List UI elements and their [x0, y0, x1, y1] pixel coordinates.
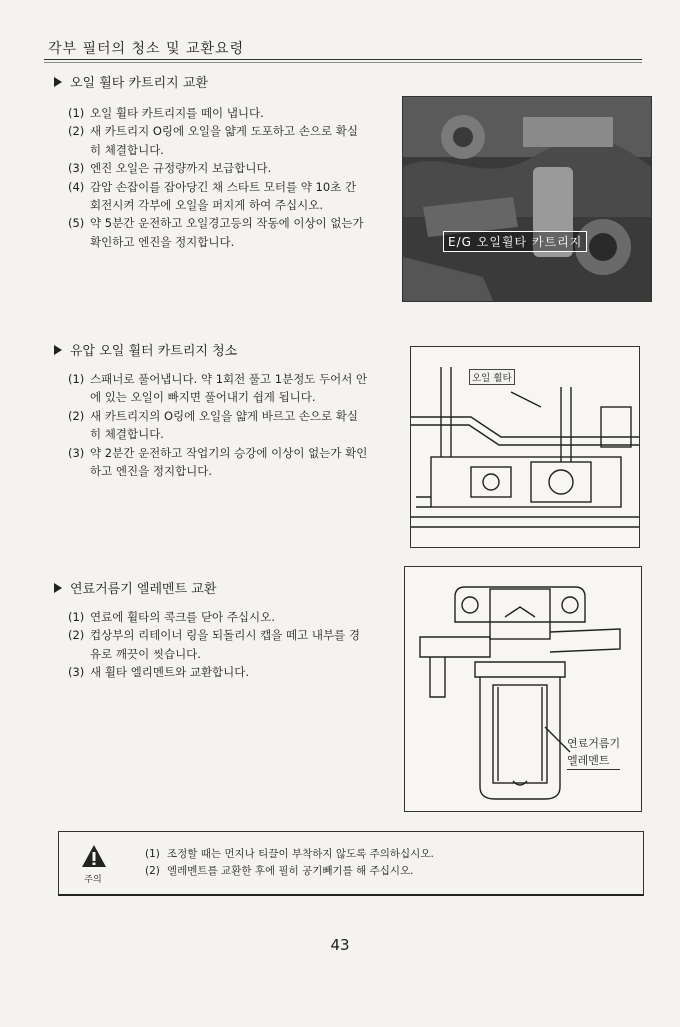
hydraulic-filter-drawing: [411, 347, 639, 547]
title-divider-secondary: [44, 62, 642, 63]
list-item: (1) 연료에 휠타의 콕크를 닫아 주십시오.: [68, 610, 275, 624]
triangle-bullet-icon: [54, 345, 62, 355]
list-item: (4) 감압 손잡이를 잡아당긴 채 스타트 모터를 약 10초 간 회전시켜 각부에 오일을 퍼지게 하여 주십시오.: [68, 179, 357, 213]
section-heading-hydraulic-filter: 유압 오일 휠터 카트리지 청소: [54, 340, 237, 359]
page-title: 각부 필터의 청소 및 교환요령: [48, 41, 245, 57]
fuel-filter-steps: [68, 608, 368, 682]
list-item: (2) 엘레멘트를 교환한 후에 필히 공기빼기를 해 주십시오.: [145, 865, 414, 877]
list-item: (1) 조정할 때는 먼지나 티끌이 부착하지 않도록 주의하십시오.: [145, 848, 434, 860]
oil-filter-steps: [68, 104, 368, 251]
caution-list: [145, 846, 434, 880]
caution-box: [58, 831, 644, 896]
list-item: (3) 엔진 오일은 규정량까지 보급합니다.: [68, 161, 272, 176]
triangle-bullet-icon: [54, 583, 62, 593]
section-heading-oil-filter: 오일 휠타 카트리지 교환: [54, 72, 208, 91]
list-item: (3) 새 휠타 엘리멘트와 교환합니다.: [68, 665, 250, 680]
list-item: (1) 오일 휠타 카트리지를 떼이 냅니다.: [68, 106, 264, 120]
caution-label: 주의: [84, 875, 102, 885]
warning-icon: [81, 844, 107, 868]
page-number: 43: [330, 936, 350, 954]
triangle-bullet-icon: [54, 77, 62, 87]
hydraulic-filter-steps: [68, 370, 368, 480]
list-item: (2) 새 카트리지 O링에 오일을 얇게 도포하고 손으로 확실히 체결합니다.: [68, 124, 358, 157]
title-divider: [44, 59, 642, 60]
figure-label-hydraulic-filter: 오일 휠타: [469, 369, 515, 385]
list-item: (5) 약 5분간 운전하고 오일경고등의 작동에 이상이 없는가 확인하고 엔진을 정지합니다.: [68, 216, 364, 249]
engine-photo-illustration: [403, 97, 651, 301]
section-heading-fuel-filter: 연료거름기 엘레멘트 교환: [54, 578, 216, 597]
figure-label-oil-filter: E/G 오일휠타 카트리지: [443, 231, 587, 252]
hydraulic-filter-diagram: [410, 346, 640, 548]
fuel-filter-drawing: [405, 567, 641, 811]
figure-label-fuel-filter: 연료거름기 엘레멘트: [567, 735, 620, 770]
list-item: (2) 새 카트리지의 O링에 오일을 얇게 바르고 손으로 확실히 체결합니다.: [68, 408, 358, 442]
engine-oil-filter-photo: [402, 96, 652, 302]
list-item: (3) 약 2분간 운전하고 작업기의 승강에 이상이 없는가 확인하고 엔진을 정지합니다.: [68, 445, 368, 479]
list-item: (2) 컵상부의 리테이너 링을 되돌리시 캡을 떼고 내부를 경유로 깨끗이 씻습니다.: [68, 628, 360, 661]
list-item: (1) 스패너로 풀어냅니다. 약 1회전 풀고 1분정도 두어서 안에 있는 오일이 빠지면 풀어내기 쉽게 됩니다.: [68, 372, 368, 405]
fuel-filter-diagram: [404, 566, 642, 812]
